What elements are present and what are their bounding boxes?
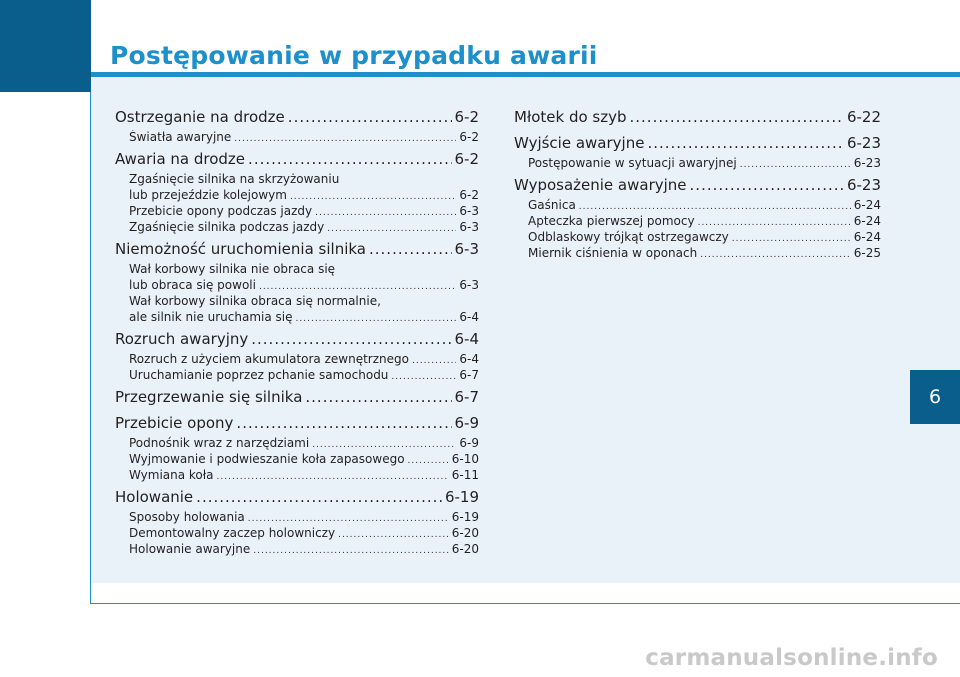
toc-entry-title: Wyjście awaryjne [514,134,645,152]
toc-subentry-leader [327,224,456,234]
toc-entry[interactable] [514,176,881,198]
toc-entry-leader [236,414,451,432]
toc-subentry-title: Postępowanie w sytuacji awaryjnej [528,156,737,170]
toc-subentry[interactable] [115,542,479,558]
toc-subentry-leader [296,314,457,324]
toc-subentry-leader [259,282,456,292]
bottom-rule [91,603,960,604]
toc-subentry-leader [732,234,851,244]
toc-subentry-leader [579,202,851,212]
toc-entry-title: Wyposażenie awaryjne [514,176,687,194]
toc-entry[interactable] [115,108,479,130]
toc-subentry-title: Wymiana koła [129,468,214,482]
toc-subentry-leader [700,250,851,260]
toc-subentry-title: Zgaśnięcie silnika podczas jazdy [129,220,325,234]
toc-subentry[interactable] [115,368,479,384]
toc-entry[interactable] [115,150,479,172]
toc-subentry-page: 6-3 [459,220,479,234]
toc-subentry-page: 6-9 [459,436,479,450]
toc-subentry-page: 6-4 [459,310,479,324]
toc-entry-leader [196,488,442,506]
toc-section [115,330,479,384]
toc-entry-leader [305,388,451,406]
toc-entry-leader [288,108,452,126]
toc-right-column [514,107,881,266]
corner-block [0,0,91,92]
toc-subentry-page: 6-2 [459,188,479,202]
vertical-rule [90,92,91,604]
toc-subentry-leader [253,546,449,556]
toc-subentry-page: 6-7 [459,368,479,382]
toc-subentry[interactable] [115,278,479,294]
toc-entry[interactable] [514,108,881,130]
toc-subentry[interactable] [115,452,479,468]
toc-subentry[interactable] [514,214,881,230]
toc-entry[interactable] [514,134,881,156]
left-margin [0,92,91,604]
toc-subentry-leader [412,356,456,366]
toc-subentry[interactable] [115,188,479,204]
toc-subentry-page: 6-20 [451,526,479,540]
toc-left-column [115,107,479,562]
toc-subentry-leader [217,472,449,482]
toc-entry-title: Ostrzeganie na drodze [115,108,285,126]
toc-entry-page: 6-2 [454,150,479,168]
toc-subentry-line: Wał korbowy silnika obraca się normalnie, [129,294,381,308]
toc-subentry-title: lub obraca się powoli [129,278,256,292]
toc-entry-leader [647,134,844,152]
toc-subentry[interactable] [514,156,881,172]
toc-subentry-leader [740,160,851,170]
toc-subentry-title: Demontowalny zaczep holowniczy [129,526,336,540]
toc-subentry-leader [698,218,851,228]
toc-subentry-title: Wyjmowanie i podwieszanie koła zapasowego [129,452,405,466]
toc-entry-page: 6-22 [846,108,881,126]
toc-section [514,108,881,130]
toc-subentry-leader [338,530,449,540]
toc-subentry-page: 6-3 [459,204,479,218]
toc-subentry[interactable] [115,220,479,236]
toc-entry[interactable] [115,488,479,510]
toc-subentry-title: Sposoby holowania [129,510,245,524]
toc-subentry[interactable] [115,468,479,484]
toc-subentry[interactable] [115,436,479,452]
toc-subentry[interactable] [115,130,479,146]
toc-subentry-title: Holowanie awaryjne [129,542,251,556]
toc-subentry-leader [315,208,456,218]
toc-subentry-title: lub przejeździe kolejowym [129,188,287,202]
toc-subentry[interactable] [115,526,479,542]
toc-subentry-line: Zgaśnięcie silnika na skrzyżowaniu [129,172,340,186]
toc-subentry-page: 6-24 [853,214,881,228]
toc-subentry-title: Odblaskowy trójkąt ostrzegawczy [528,230,729,244]
toc-subentry[interactable] [514,246,881,262]
toc-entry-page: 6-3 [454,240,479,258]
toc-entry-leader [630,108,844,126]
toc-entry[interactable] [115,388,479,410]
toc-subentry-title: ale silnik nie uruchamia się [129,310,293,324]
toc-entry[interactable] [115,414,479,436]
toc-section [514,176,881,262]
toc-entry-page: 6-9 [454,414,479,432]
toc-entry-title: Holowanie [115,488,194,506]
toc-section [115,150,479,236]
toc-subentry-page: 6-20 [451,542,479,556]
toc-entry-page: 6-2 [454,108,479,126]
toc-subentry-line: Wał korbowy silnika nie obraca się [129,262,336,276]
toc-subentry-page: 6-23 [853,156,881,170]
watermark: carmanualsonline.info [645,645,938,671]
toc-entry-title: Niemożność uruchomienia silnika [115,240,366,258]
toc-entry-page: 6-23 [846,176,881,194]
toc-subentry-page: 6-10 [451,452,479,466]
toc-subentry-title: Podnośnik wraz z narzędziami [129,436,310,450]
toc-section [115,414,479,484]
toc-entry-leader [248,150,451,168]
toc-subentry[interactable] [115,510,479,526]
toc-subentry-leader [234,134,456,144]
toc-entry-title: Rozruch awaryjny [115,330,249,348]
toc-entry-page: 6-7 [454,388,479,406]
toc-subentry-leader [248,514,449,524]
toc-section [115,108,479,146]
toc-subentry-title: Miernik ciśnienia w oponach [528,246,698,260]
toc-entry[interactable] [115,330,479,352]
toc-subentry-page: 6-24 [853,198,881,212]
page-title: Postępowanie w przypadku awarii [110,41,598,70]
toc-subentry-page: 6-25 [853,246,881,260]
toc-entry-title: Młotek do szyb [514,108,627,126]
toc-subentry-title: Światła awaryjne [129,130,232,144]
toc-section [115,488,479,558]
toc-subentry[interactable] [514,198,881,214]
chapter-tab[interactable]: 6 [910,370,960,424]
toc-subentry-title: Gaśnica [528,198,576,212]
toc-entry-leader [251,330,451,348]
toc-subentry-leader [290,192,456,202]
toc-entry-leader [369,240,452,258]
toc-section [514,134,881,172]
toc-subentry-page: 6-2 [459,130,479,144]
toc-subentry-title: Uruchamianie poprzez pchanie samochodu [129,368,389,382]
toc-section [115,240,479,326]
toc-subentry[interactable] [115,352,479,368]
toc-subentry-leader [408,456,449,466]
toc-entry-page: 6-19 [444,488,479,506]
toc-subentry-title: Apteczka pierwszej pomocy [528,214,695,228]
toc-subentry-page: 6-19 [451,510,479,524]
toc-entry-title: Przebicie opony [115,414,234,432]
toc-subentry[interactable] [514,230,881,246]
toc-subentry-page: 6-11 [451,468,479,482]
toc-entry-title: Awaria na drodze [115,150,246,168]
toc-entry-leader [690,176,844,194]
toc-entry-title: Przegrzewanie się silnika [115,388,303,406]
toc-subentry-page: 6-3 [459,278,479,292]
toc-subentry-title: Przebicie opony podczas jazdy [129,204,313,218]
toc-subentry-page: 6-24 [853,230,881,244]
toc-subentry-leader [312,440,456,450]
toc-subentry-title: Rozruch z użyciem akumulatora zewnętrznego [129,352,409,366]
toc-entry-page: 6-4 [454,330,479,348]
toc-section [115,388,479,410]
toc-entry[interactable] [115,240,479,262]
toc-subentry-page: 6-4 [459,352,479,366]
toc-entry-page: 6-23 [846,134,881,152]
toc-subentry-leader [391,372,456,382]
toc-subentry[interactable] [115,310,479,326]
toc-subentry[interactable] [115,204,479,220]
